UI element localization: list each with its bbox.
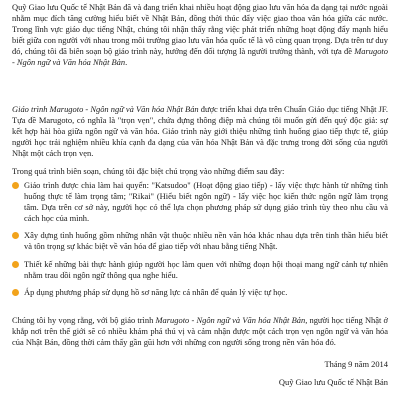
closing-book-title: Marugoto - Ngôn ngữ và Văn hóa Nhật Bản bbox=[155, 315, 306, 325]
closing-text-start: Chúng tôi hy vọng rằng, với bộ giáo trình bbox=[12, 315, 156, 325]
bullet-dot-icon bbox=[12, 289, 19, 296]
feature-text: Giáo trình được chia làm hai quyển: "Katsudoo" (Hoạt động giao tiếp) - lấy việc thực hành từ những tình huống thực tế làm trọng tâm; "Rikai" (Hiểu biết ngôn ngữ) - lấy việc học kiến thức ngôn ngữ làm trọng tâm. Dựa trên cơ sở này, người học có thể lựa chọn phương pháp sử dụng giáo trình tùy theo nhu cầu và cách học của mình. bbox=[24, 180, 388, 224]
intro-text: Quỹ Giao lưu Quốc tế Nhật Bản đã và đang triển khai nhiều hoạt động giao lưu văn hóa đa dạng tại nước ngoài nhằm mục đích tăng cường hiểu biết về Nhật Bản, đồng thời thúc đẩy việc giao thoa văn hóa giữa các nước. Trong lĩnh vực giáo dục tiếng Nhật, chúng tôi nhận thấy rằng việc phát triển những hoạt động đẩy mạnh hiểu biết giữa con người với nhau trong môi trường giao lưu văn hóa quốc tế là vô cùng quan trọng. Dựa trên tư duy đó, chúng tôi đã biên soạn bộ giáo trình này, hướng đến đối tượng là người trưởng thành, với tựa đề bbox=[12, 2, 388, 57]
description-book-title: Giáo trình Marugoto - Ngôn ngữ và Văn hóa Nhật Bản bbox=[12, 104, 199, 114]
intro-end-dot: . bbox=[125, 57, 128, 68]
closing-text-end: , người học tiếng Nhật ở khắp nơi trên thế giới sẽ có nhiều khám phá thú vị và cảm nhận được một cách trọn vẹn ngôn ngữ và văn hóa của Nhật Bản, đồng thời cảm thấy gần gũi hơn với những con người sống trong nền văn hóa đó. bbox=[12, 315, 389, 348]
description-text: được triển khai dựa trên Chuẩn Giáo dục tiếng Nhật JF. Tựa đề Marugoto, có nghĩa là "trọn vẹn", chứa đựng thông điệp mà chúng tôi muốn gửi đến quý độc giả: sự kết hợp hài hòa giữa ngôn ngữ và văn hóa. Giáo trình này giới thiệu những tình huống giao tiếp thực tế, giúp người học trải nghiệm nhiều khía cạnh đa dạng của văn hóa Nhật Bản và đặc trưng trong đời sống của người Nhật một cách trọn vẹn. bbox=[12, 104, 388, 159]
intro-book-title: Marugoto - Ngôn ngữ và Văn hóa Nhật Bản bbox=[12, 46, 388, 68]
signature-date: Tháng 9 năm 2014 bbox=[324, 359, 388, 369]
bullet-dot-icon bbox=[12, 182, 19, 189]
feature-text: Áp dụng phương pháp sử dụng hồ sơ năng lực cá nhân để quản lý việc tự học. bbox=[24, 286, 288, 297]
bullet-dot-icon bbox=[12, 232, 19, 239]
feature-item bbox=[12, 259, 388, 281]
intro-paragraph bbox=[12, 2, 388, 69]
feature-text: Xây dựng tình huống gồm những nhân vật thuộc nhiều nền văn hóa khác nhau dựa trên tinh thần hiểu biết và tôn trọng sự khác biệt về văn hóa để giao tiếp với nhau bằng tiếng Nhật. bbox=[24, 230, 388, 252]
features-heading: Trong quá trình biên soạn, chúng tôi đặc biệt chú trọng vào những điểm sau đây: bbox=[12, 166, 285, 176]
description-paragraph bbox=[12, 104, 388, 159]
feature-list bbox=[12, 180, 388, 304]
feature-item bbox=[12, 180, 388, 224]
feature-item bbox=[12, 230, 388, 252]
feature-item bbox=[12, 287, 388, 298]
feature-text: Thiết kế những bài thực hành giúp người học làm quen với những đoạn hội thoại mang ngữ cảnh tự nhiên nhằm trau dồi ngôn ngữ thông qua nghe hiểu. bbox=[24, 258, 388, 280]
bullet-dot-icon bbox=[12, 261, 19, 268]
closing-paragraph bbox=[12, 315, 388, 348]
signature-organization: Quỹ Giao lưu Quốc tế Nhật Bản bbox=[278, 377, 388, 387]
